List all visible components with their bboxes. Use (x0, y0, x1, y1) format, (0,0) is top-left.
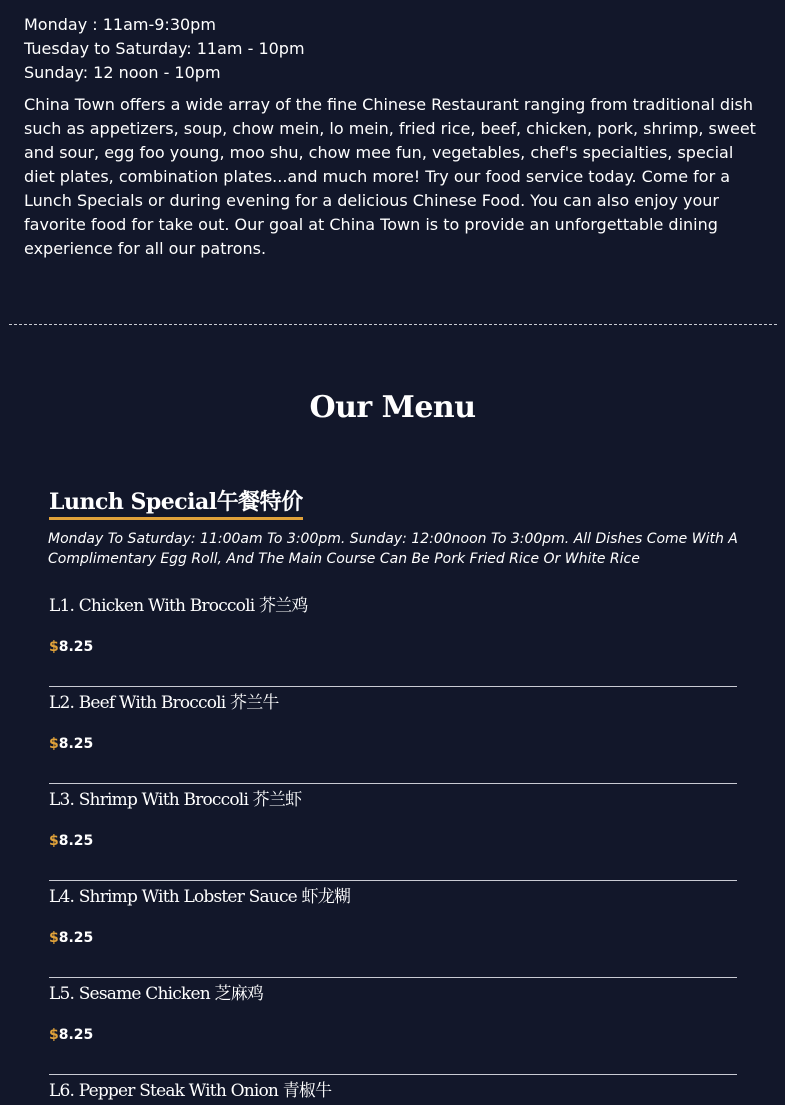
price-value: 8.25 (58, 639, 94, 655)
currency-symbol: $ (49, 639, 59, 655)
menu-item[interactable] (49, 590, 737, 687)
menu-category-lunch-special (49, 487, 737, 569)
menu-item-price (49, 831, 93, 851)
about-text: China Town offers a wide array of the fine Chinese Restaurant ranging from traditional dish such as appetizers, soup, chow mein, lo mein, fried rice, beef, chicken, pork, shrimp, sweet and sour, egg foo young, moo shu, chow mee fun, vegetables, chef's specialties, special diet plates, combination plates...and much more! Try our food service today. Come for a Lunch Specials or during evening for a delicious Chinese Food. You can also enjoy your favorite food for take out. Our goal at China Town is to provide an unforgettable dining experience for all our patrons. (24, 95, 756, 258)
menu-item-name[interactable]: L6. Pepper Steak With Onion 青椒牛 (49, 1081, 332, 1101)
price-value: 8.25 (58, 1027, 94, 1043)
category-description: Monday To Saturday: 11:00am To 3:00pm. Sunday: 12:00noon To 3:00pm. All Dishes Come With A Complimentary Egg Roll, And The Main Course Can Be Pork Fried Rice Or White Rice (48, 531, 738, 567)
menu-item-price (49, 637, 93, 657)
hours-monday: Monday : 11am-9:30pm (24, 15, 216, 34)
currency-symbol: $ (49, 930, 59, 946)
menu-item[interactable] (49, 687, 737, 784)
menu-item-name[interactable]: L4. Shrimp With Lobster Sauce 虾龙糊 (49, 887, 351, 907)
price-value: 8.25 (58, 833, 94, 849)
menu-item-name[interactable]: L2. Beef With Broccoli 芥兰牛 (49, 693, 279, 713)
price-value: 8.25 (58, 736, 94, 752)
currency-symbol: $ (49, 1027, 59, 1043)
menu-item-name[interactable]: L5. Sesame Chicken 芝麻鸡 (49, 984, 264, 1004)
menu-item[interactable] (49, 1075, 737, 1105)
hours-tuesday-saturday: Tuesday to Saturday: 11am - 10pm (24, 39, 305, 58)
menu-item-name[interactable]: L1. Chicken With Broccoli 芥兰鸡 (49, 596, 308, 616)
menu-item-price (49, 1025, 93, 1045)
menu-items-list (49, 590, 737, 1105)
menu-heading: Our Menu (309, 390, 476, 425)
menu-item[interactable] (49, 784, 737, 881)
menu-item-price (49, 734, 93, 754)
price-value: 8.25 (58, 930, 94, 946)
opening-hours (24, 13, 305, 85)
menu-item-price (49, 928, 93, 948)
menu-item[interactable] (49, 881, 737, 978)
currency-symbol: $ (49, 833, 59, 849)
currency-symbol: $ (49, 736, 59, 752)
menu-item[interactable] (49, 978, 737, 1075)
hours-sunday: Sunday: 12 noon - 10pm (24, 63, 221, 82)
menu-item-name[interactable]: L3. Shrimp With Broccoli 芥兰虾 (49, 790, 302, 810)
section-divider (9, 324, 777, 325)
category-title[interactable]: Lunch Special午餐特价 (49, 487, 303, 520)
